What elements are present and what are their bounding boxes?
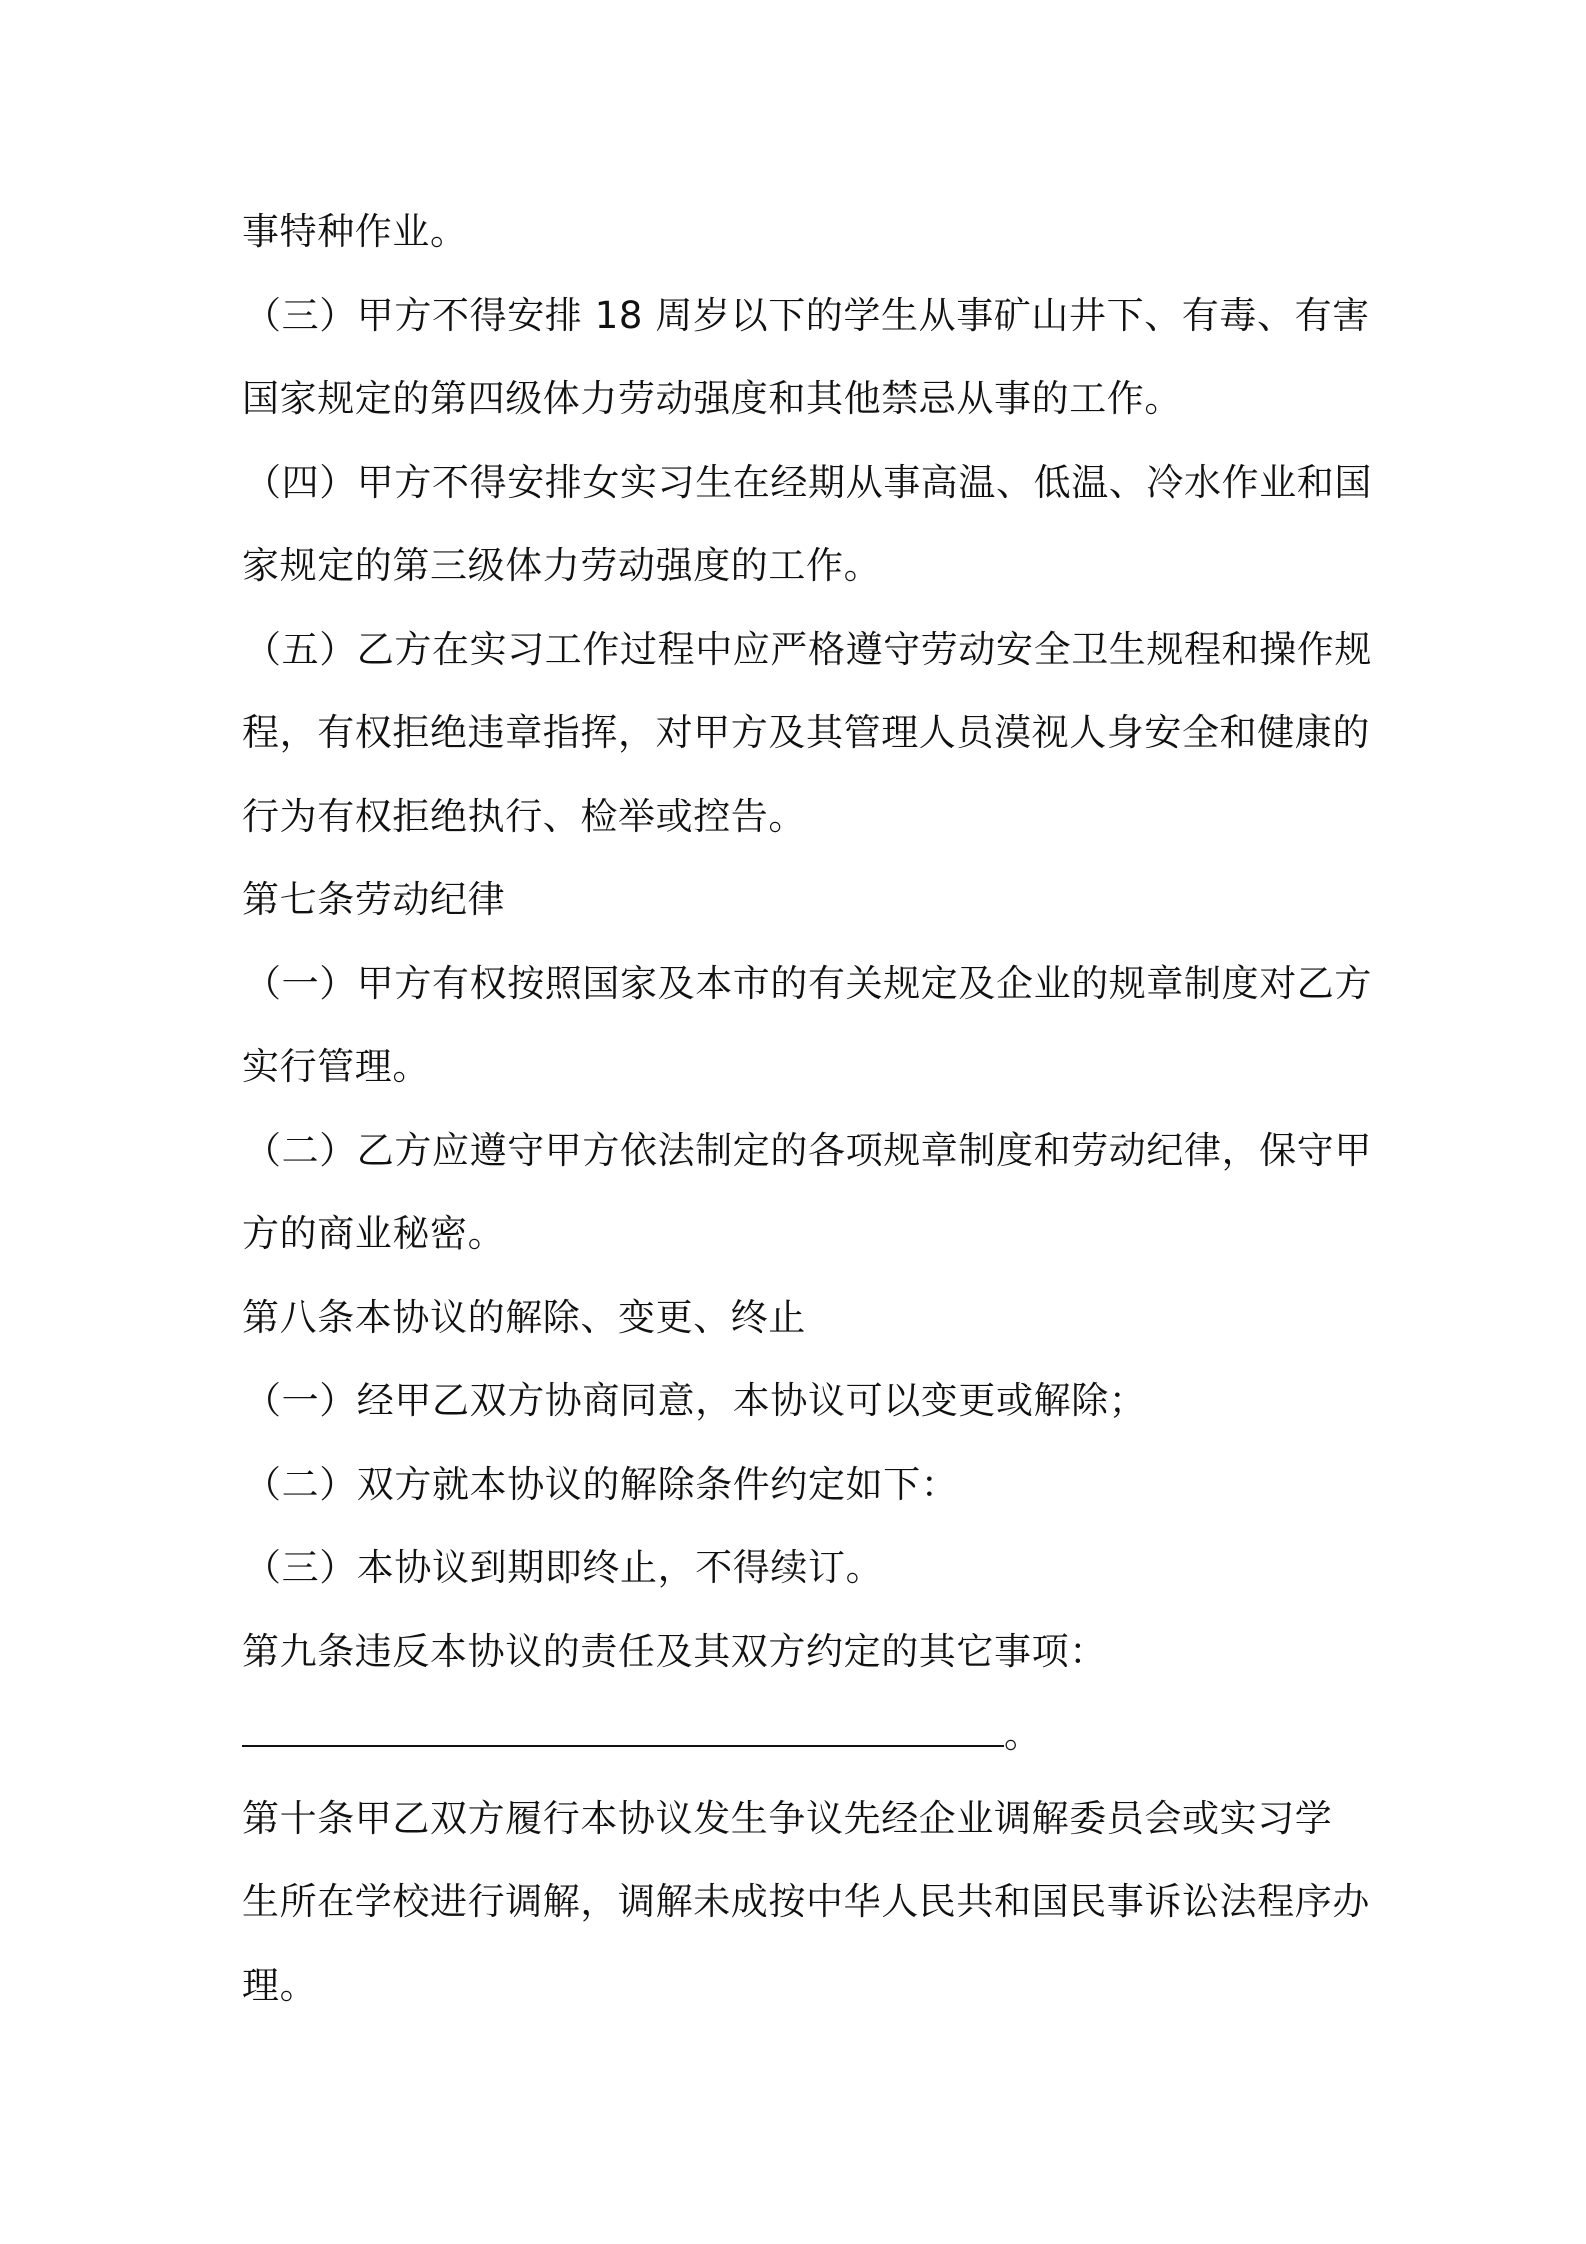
text-line: （一）甲方有权按照国家及本市的有关规定及企业的规章制度对乙方 [244, 961, 1372, 1005]
section-heading: 第九条违反本协议的责任及其双方约定的其它事项： [242, 1629, 1107, 1673]
blank-line-end: 。 [1004, 1713, 1041, 1756]
text-line: （二）乙方应遵守甲方依法制定的各项规章制度和劳动纪律，保守甲 [244, 1128, 1372, 1172]
text-line: （四）甲方不得安排女实习生在经期从事高温、低温、冷水作业和国 [244, 460, 1372, 504]
text-line: 家规定的第三级体力劳动强度的工作。 [242, 544, 882, 587]
section-heading: 第七条劳动纪律 [242, 878, 506, 921]
fill-in-blank-line [242, 1693, 1367, 1777]
text-line: 国家规定的第四级体力劳动强度和其他禁忌从事的工作。 [242, 377, 1182, 420]
text-line: 方的商业秘密。 [242, 1212, 506, 1255]
text-line: 事特种作业。 [242, 210, 468, 253]
text-line: （三）本协议到期即终止，不得续订。 [244, 1546, 884, 1589]
text-line: 行为有权拒绝执行、检举或控告。 [242, 794, 806, 838]
text-line: （二）双方就本协议的解除条件约定如下： [244, 1462, 959, 1506]
section-heading: 第八条本协议的解除、变更、终止 [242, 1295, 806, 1339]
section-heading: 第十条甲乙双方履行本协议发生争议先经企业调解委员会或实习学 [242, 1796, 1333, 1840]
text-line: （五）乙方在实习工作过程中应严格遵守劳动安全卫生规程和操作规 [244, 627, 1372, 671]
document-body [242, 190, 1372, 2027]
text-line: 生所在学校进行调解，调解未成按中华人民共和国民事诉讼法程序办 [242, 1880, 1370, 1923]
text-line: （一）经甲乙双方协商同意，本协议可以变更或解除； [244, 1379, 1147, 1422]
text-line: 理。 [242, 1963, 318, 2007]
text-line: 实行管理。 [242, 1045, 430, 1088]
text-line: （三）甲方不得安排 18 周岁以下的学生从事矿山井下、有毒、有害 [244, 293, 1370, 337]
text-line: 程，有权拒绝违章指挥，对甲方及其管理人员漠视人身安全和健康的 [242, 711, 1370, 754]
blank-underline [242, 1701, 1004, 1747]
